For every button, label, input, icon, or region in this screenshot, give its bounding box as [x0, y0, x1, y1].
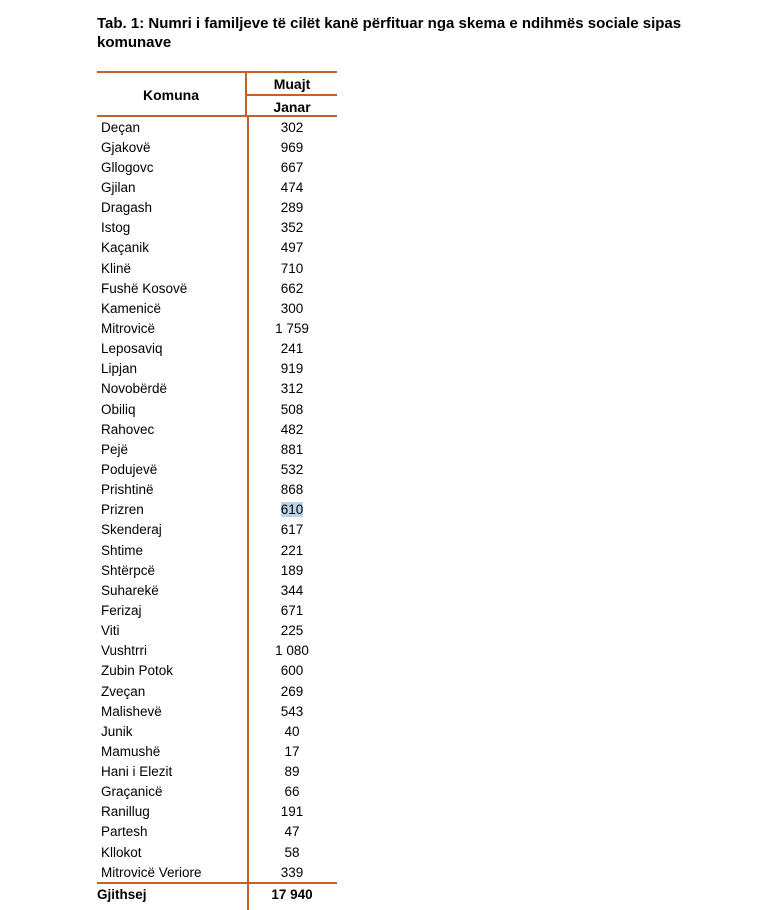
komuna-name: Novobërdë — [101, 381, 168, 397]
janar-value — [247, 422, 337, 437]
value-text: 66 — [284, 784, 300, 800]
komuna-name: Malishevë — [101, 703, 162, 719]
table-row — [97, 137, 337, 157]
value-text: 969 — [280, 139, 304, 155]
janar-value — [247, 824, 337, 839]
value-text: 289 — [280, 200, 304, 216]
table-row — [97, 540, 337, 560]
janar-value — [247, 804, 337, 819]
value-text: 710 — [280, 260, 304, 276]
table-row — [97, 580, 337, 600]
value-text: 617 — [280, 522, 304, 538]
value-text: 1 080 — [275, 643, 309, 659]
table-row — [97, 157, 337, 177]
komuna-name: Mitrovicë — [101, 320, 156, 336]
komuna-name: Zubin Potok — [101, 663, 174, 679]
komuna-name: Hani i Elezit — [101, 764, 173, 780]
value-text: 667 — [280, 159, 304, 175]
table-row — [97, 258, 337, 278]
komuna-name: Ranillug — [101, 804, 150, 820]
janar-value — [247, 180, 337, 195]
value-text: 532 — [280, 461, 304, 477]
komuna-name: Viti — [101, 623, 120, 639]
komuna-name: Pejë — [101, 441, 129, 457]
value-text: 58 — [284, 844, 300, 860]
total-value: 17 940 — [271, 886, 313, 902]
janar-value — [247, 845, 337, 860]
janar-value — [247, 341, 337, 356]
table-row — [97, 117, 337, 137]
janar-value — [247, 603, 337, 618]
table-row — [97, 721, 337, 741]
value-text: 225 — [280, 623, 304, 639]
value-text: 352 — [280, 220, 304, 236]
komuna-name: Prishtinë — [101, 482, 154, 498]
table-row — [97, 318, 337, 338]
table-row — [97, 399, 337, 419]
table-row — [97, 762, 337, 782]
value-text: 881 — [280, 441, 304, 457]
value-text: 482 — [280, 421, 304, 437]
value-text: 474 — [280, 179, 304, 195]
table-row — [97, 198, 337, 218]
komuna-name: Suharekë — [101, 582, 159, 598]
value-text: 269 — [280, 683, 304, 699]
table-title: Tab. 1: Numri i familjeve të cilët kanë përfituar nga skema e ndihmës sociale sipas komunave — [97, 15, 682, 51]
komuna-name: Kaçanik — [101, 240, 150, 256]
komuna-name: Dragash — [101, 200, 153, 216]
value-text: 300 — [280, 300, 304, 316]
value-text: 189 — [280, 562, 304, 578]
table-row — [97, 359, 337, 379]
komuna-name: Junik — [101, 723, 133, 739]
header-janar: Janar — [273, 98, 311, 115]
table-row — [97, 741, 337, 761]
komuna-name: Gjakovë — [101, 139, 151, 155]
table-row — [97, 177, 337, 197]
value-text: 40 — [284, 723, 300, 739]
total-label: Gjithsej — [97, 886, 147, 902]
table-row — [97, 520, 337, 540]
value-text: 600 — [280, 663, 304, 679]
table-row — [97, 419, 337, 439]
komuna-name: Leposaviq — [101, 341, 163, 357]
komuna-name: Vushtrri — [101, 643, 148, 659]
komuna-name: Shtërpcë — [101, 562, 156, 578]
janar-value — [247, 462, 337, 477]
table-row — [97, 681, 337, 701]
komuna-name: Klinë — [101, 260, 132, 276]
janar-value — [247, 240, 337, 255]
janar-value — [247, 764, 337, 779]
janar-value — [247, 724, 337, 739]
janar-value — [247, 381, 337, 396]
header-muajt: Muajt — [247, 73, 337, 96]
komuna-name: Gjilan — [101, 179, 136, 195]
total-row — [97, 882, 337, 904]
janar-value — [247, 543, 337, 558]
komuna-name: Partesh — [101, 824, 148, 840]
janar-value — [247, 865, 337, 880]
janar-value — [247, 643, 337, 658]
value-text: 662 — [280, 280, 304, 296]
table-row — [97, 600, 337, 620]
komuna-name: Shtime — [101, 542, 144, 558]
table-row — [97, 339, 337, 359]
janar-value — [247, 522, 337, 537]
value-text: 17 — [284, 743, 300, 759]
header-komuna: Komuna — [97, 73, 247, 117]
value-text: 312 — [280, 381, 304, 397]
komuna-name: Deçan — [101, 119, 141, 135]
janar-value — [247, 704, 337, 719]
table-row — [97, 459, 337, 479]
value-text: 1 759 — [275, 320, 309, 336]
janar-value — [247, 684, 337, 699]
janar-value — [247, 623, 337, 638]
komuna-name: Mitrovicë Veriore — [101, 864, 202, 880]
komuna-name: Lipjan — [101, 361, 138, 377]
value-text: 89 — [284, 764, 300, 780]
table-row — [97, 238, 337, 258]
value-text: 302 — [280, 119, 304, 135]
table-row — [97, 701, 337, 721]
janar-value — [247, 220, 337, 235]
value-text: 191 — [280, 804, 304, 820]
value-text: 339 — [280, 864, 304, 880]
janar-value — [247, 261, 337, 276]
value-text: 610 — [280, 502, 304, 518]
table-header — [97, 71, 337, 117]
table-row — [97, 379, 337, 399]
value-text: 919 — [280, 361, 304, 377]
komuna-name: Kllokot — [101, 844, 142, 860]
janar-value — [247, 784, 337, 799]
janar-value — [247, 583, 337, 598]
table-row — [97, 298, 337, 318]
komuna-name: Istog — [101, 220, 131, 236]
table-row — [97, 661, 337, 681]
janar-value — [247, 140, 337, 155]
table-row — [97, 560, 337, 580]
janar-value — [247, 200, 337, 215]
value-text: 221 — [280, 542, 304, 558]
janar-value — [247, 663, 337, 678]
komuna-name: Podujevë — [101, 461, 158, 477]
table-row — [97, 439, 337, 459]
komuna-name: Skenderaj — [101, 522, 162, 538]
table-row — [97, 500, 337, 520]
janar-value — [247, 301, 337, 316]
table-row — [97, 218, 337, 238]
janar-value — [247, 744, 337, 759]
janar-value — [247, 482, 337, 497]
janar-value — [247, 563, 337, 578]
table-row — [97, 862, 337, 882]
janar-value — [247, 502, 337, 517]
value-text: 47 — [284, 824, 300, 840]
janar-value — [247, 160, 337, 175]
value-text: 543 — [280, 703, 304, 719]
komuna-name: Fushë Kosovë — [101, 280, 188, 296]
table-row — [97, 842, 337, 862]
janar-value — [247, 321, 337, 336]
table-row — [97, 641, 337, 661]
janar-value — [247, 281, 337, 296]
value-text: 671 — [280, 602, 304, 618]
janar-value — [247, 120, 337, 135]
komuna-name: Obiliq — [101, 401, 136, 417]
table-body — [97, 117, 337, 882]
komuna-name: Graçanicë — [101, 784, 163, 800]
komuna-name: Prizren — [101, 502, 144, 518]
families-table — [97, 71, 337, 904]
table-row — [97, 782, 337, 802]
value-text: 344 — [280, 582, 304, 598]
komuna-name: Ferizaj — [101, 602, 142, 618]
value-text: 497 — [280, 240, 304, 256]
table-row — [97, 480, 337, 500]
komuna-name: Kamenicë — [101, 300, 162, 316]
value-text: 508 — [280, 401, 304, 417]
table-row — [97, 278, 337, 298]
table-row — [97, 802, 337, 822]
value-text: 241 — [280, 341, 304, 357]
table-row — [97, 822, 337, 842]
value-text: 868 — [280, 482, 304, 498]
komuna-name: Rahovec — [101, 421, 155, 437]
komuna-name: Gllogovc — [101, 159, 154, 175]
janar-value — [247, 402, 337, 417]
janar-value — [247, 361, 337, 376]
komuna-name: Zveçan — [101, 683, 146, 699]
komuna-name: Mamushë — [101, 743, 161, 759]
janar-value — [247, 442, 337, 457]
table-row — [97, 621, 337, 641]
